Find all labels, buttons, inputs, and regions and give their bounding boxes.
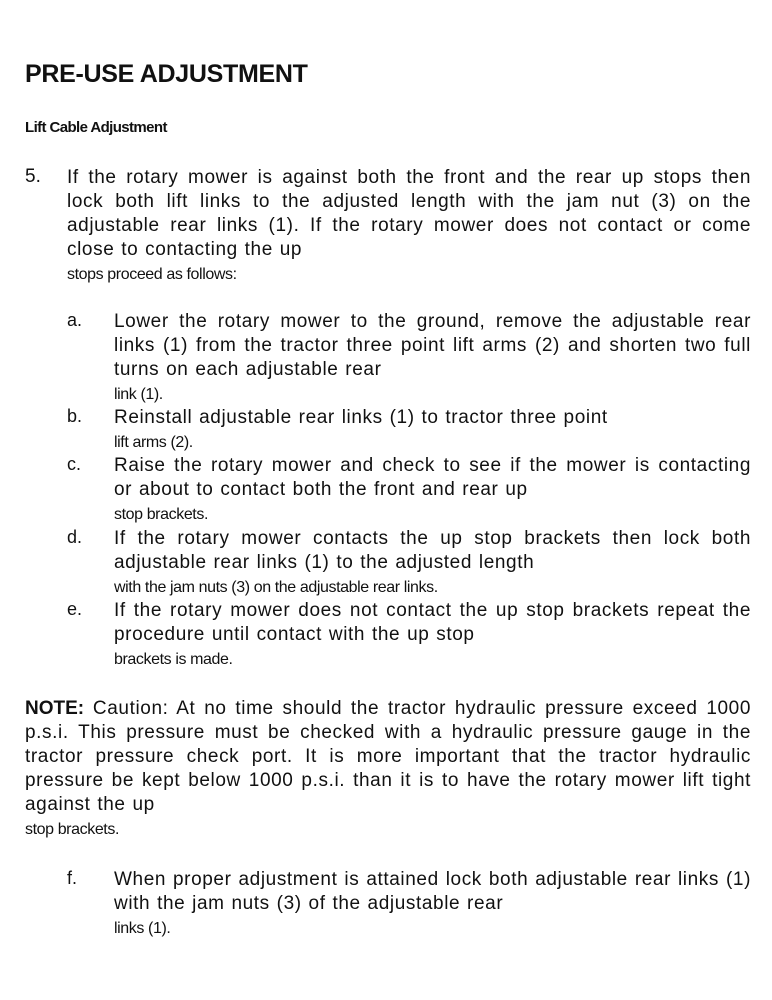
substep-letter: c.	[67, 454, 82, 474]
note-label: NOTE:	[25, 698, 85, 719]
caution-note	[25, 697, 751, 842]
note-text: NOTE: Caution: At no time should the tractor hydraulic pressure exceed 1000 p.s.i. This pressure must be checked with a hydraulic pressure gauge in the tractor pressure check port. It is more important that the tractor hydraulic pressure be kept below 1000 p.s.i. than it is to have the rotary mower lift tight against the up stop brackets.	[25, 698, 751, 838]
step-number: 5.	[25, 166, 41, 187]
substep-a	[67, 310, 751, 407]
substep-letter: e.	[67, 599, 83, 619]
step-5	[25, 166, 751, 287]
page-title: PRE-USE ADJUSTMENT	[25, 60, 308, 88]
substep-letter: a.	[67, 310, 83, 330]
section-subtitle: Lift Cable Adjustment	[25, 119, 167, 136]
substep-letter: f.	[67, 868, 78, 888]
substep-text: If the rotary mower does not contact the up stop brackets repeat the procedure until contact with the up stop brackets is made.	[114, 600, 751, 668]
substep-d	[67, 527, 751, 600]
substep-b	[67, 406, 751, 455]
substep-text: Lower the rotary mower to the ground, remove the adjustable rear links (1) from the tractor three point lift arms (2) and shorten two full turns on each adjustable rear link (1).	[114, 311, 751, 403]
substep-c	[67, 454, 751, 527]
substep-letter: b.	[67, 406, 83, 426]
substep-text: Reinstall adjustable rear links (1) to tractor three point lift arms (2).	[114, 407, 608, 451]
substep-e	[67, 599, 751, 672]
substep-letter: d.	[67, 527, 83, 547]
substep-f	[67, 868, 751, 941]
substep-text: When proper adjustment is attained lock both adjustable rear links (1) with the jam nuts (3) of the adjustable rear links (1).	[114, 869, 751, 937]
substep-text: If the rotary mower contacts the up stop brackets then lock both adjustable rear links (1) to the adjusted length with the jam nuts (3) on the adjustable rear links.	[114, 528, 751, 596]
step-text: If the rotary mower is against both the front and the rear up stops then lock both lift links to the adjusted length with the jam nut (3) on the adjustable rear links (1). If the rotary mower does not contact or come close to contacting the up stops proceed as follows:	[67, 167, 751, 283]
substep-text: Raise the rotary mower and check to see if the mower is contacting or about to contact both the front and rear up stop brackets.	[114, 455, 751, 523]
